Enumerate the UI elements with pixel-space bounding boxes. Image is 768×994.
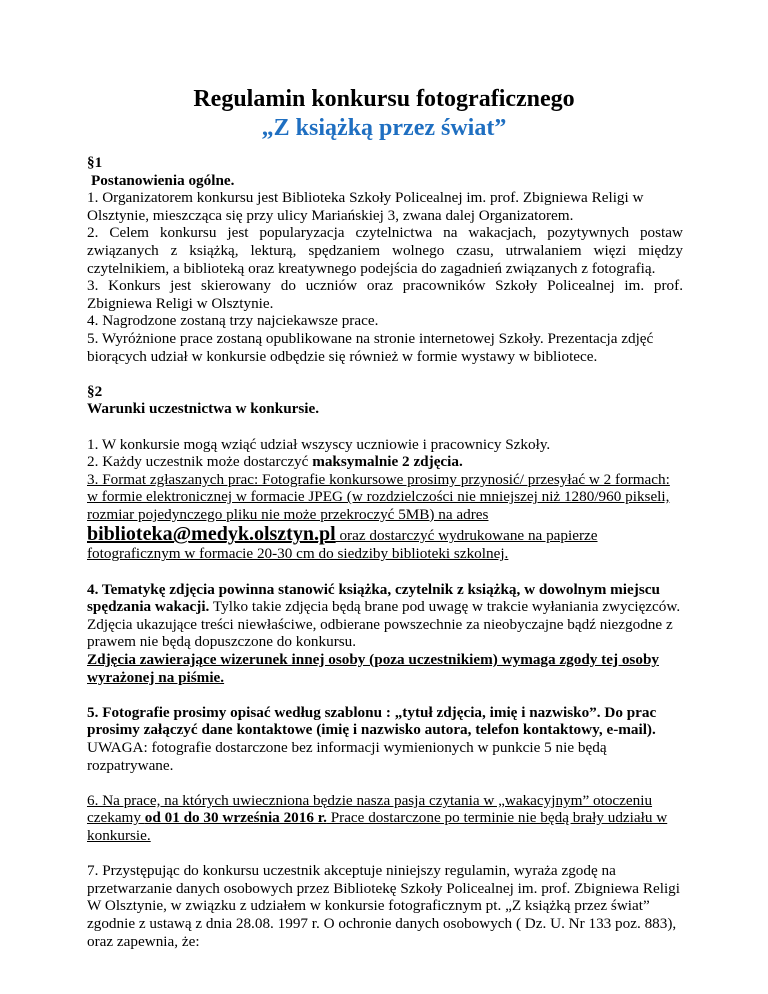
s2-p2-bold: maksymalnie 2 zdjęcia. [312,453,463,471]
s1-paragraph-1: 1. Organizatorem konkursu jest Biblioteka Szkoły Policealnej im. prof. Zbigniewa Religi w Olsztynie, mieszcząca się przy ulicy Mariańskiej 3, zwana dalej Organizatorem. [87,189,644,224]
s2-p6-text: 6. Na prace, na których uwieczniona będzie nasza pasja czytania w „wakacyjnym” otoczeniu czekamy [87,791,653,827]
s2-paragraph-5 [87,704,683,774]
s2-p2-text: 2. Każdy uczestnik może dostarczyć [87,453,313,471]
section-2-heading: Warunki uczestnictwa w konkursie. [87,400,320,418]
s2-paragraph-3 [87,471,683,563]
s2-p4-text: Tylko takie zdjęcia będą brane pod uwagę w trakcie wyłaniania zwycięzców. Zdjęcia ukazujące treści niewłaściwe, odbierane powszechnie za nieobyczajne bądź niezgodne z prawem nie będą dopuszczone do konkursu. [87,598,681,651]
s1-paragraph-2: 2. Celem konkursu jest popularyzacja czytelnictwa na wakacjach, pozytywnych postaw związanych z książką, lekturą, spędzaniem wolnego czasu, utrwalaniem więzi między czytelnikiem, a biblioteką oraz kreatywnego podejścia do zagadnień związanych z fotografią. [87,224,683,277]
s2-p3-text: 3. Format zgłaszanych prac: Fotografie konkursowe prosimy przynosić/ przesyłać w 2 formach: w formie elektronicznej w formacie JPEG (w rozdzielczości nie mniejszej niż 1280/960 pikseli, rozmiar pojedynczego pliku nie może przekroczyć 5MB) na adres [87,470,670,523]
document-subtitle: „Z książką przez świat” [261,115,507,141]
s2-paragraph-1: 1. W konkursie mogą wziąć udział wszyscy uczniowie i pracownicy Szkoły. [87,435,551,453]
s2-p6-date: od 01 do 30 września 2016 r. [144,809,327,827]
section-1-heading: Postanowienia ogólne. [91,171,235,189]
s2-p4-note: Zdjęcia zawierające wizerunek innej osoby (poza uczestnikiem) wymaga zgody tej osoby wyrażonej na piśmie. [87,651,659,686]
document-title: Regulamin konkursu fotograficznego [193,86,575,112]
document-body [87,154,683,950]
section-2-number: §2 [87,382,103,400]
s2-paragraph-2 [87,453,683,471]
s2-p3-tail: oraz dostarczyć wydrukowane na papierze fotograficznym w formacie 20-30 cm do siedziby biblioteki szkolnej. [87,527,598,563]
s2-p5-text: UWAGA: fotografie dostarczone bez informacji wymienionych w punkcie 5 nie będą rozpatrywane. [87,739,607,774]
s2-paragraph-7: 7. Przystępując do konkursu uczestnik akceptuje niniejszy regulamin, wyraża zgodę na przetwarzanie danych osobowych przez Bibliotekę Szkoły Policealnej im. prof. Zbigniewa Religi W Olsztynie, w związku z udziałem w konkursie fotograficznym pt. „Z książką przez świat” zgodnie z ustawą z dnia 28.08. 1997 r. O ochronie danych osobowych ( Dz. U. Nr 133 poz. 883), oraz zapewnia, że: [87,862,680,950]
s1-paragraph-3: 3. Konkurs jest skierowany do uczniów oraz pracowników Szkoły Policealnej im. prof. Zbigniewa Religi w Olsztynie. [87,277,683,312]
s2-p4-bold: 4. Tematykę zdjęcia powinna stanowić książka, czytelnik z książką, w dowolnym miejscu spędzania wakacji. [87,580,660,616]
contact-email-link[interactable]: biblioteka@medyk.olsztyn.pl [87,523,336,546]
s2-p5-bold: 5. Fotografie prosimy opisać według szablonu : „tytuł zdjęcia, imię i nazwisko”. Do prac prosimy załączyć dane kontaktowe (imię i nazwisko autora, telefon kontaktowy, e-mail). [87,703,657,739]
s1-paragraph-5: 5. Wyróżnione prace zostaną opublikowane na stronie internetowej Szkoły. Prezentacja zdjęć biorących udział w konkursie odbędzie się również w formie wystawy w bibliotece. [87,329,654,365]
section-1-number: §1 [87,154,103,171]
s1-paragraph-4: 4. Nagrodzone zostaną trzy najciekawsze prace. [87,312,379,330]
s2-paragraph-4 [87,581,683,687]
s2-p6-tail: Prace dostarczone po terminie nie będą brały udziału w konkursie. [87,809,668,844]
s2-paragraph-6 [87,792,683,845]
